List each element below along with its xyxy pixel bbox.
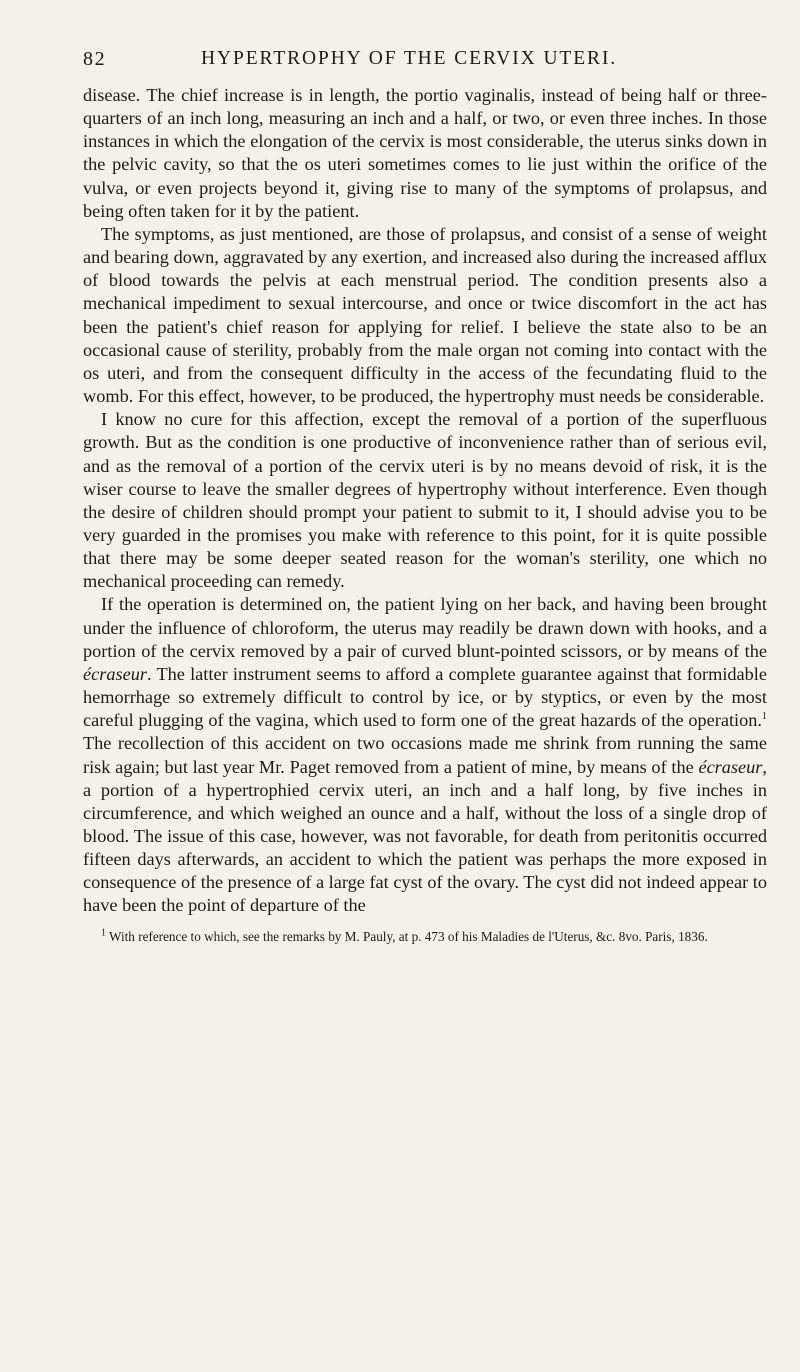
paragraph-3: I know no cure for this affection, except the removal of a portion of the superfluous growth. But as the condition is one productive of inconvenience rather than of serious evil, and as the removal of a portion of the cervix uteri is by no means devoid of risk, it is the wiser course to leave the smaller degrees of hypertrophy without interference. Even though the desire of children should prompt your patient to submit to it, I should advise you to be very guarded in the promises you make with reference to this point, for it is quite possible that there may be some deeper seated reason for the woman's sterility, one which no mechanical proceeding can remedy.: [83, 409, 767, 592]
footnote-marker: 1: [101, 927, 106, 939]
paragraph-2: The symptoms, as just mentioned, are those of prolapsus, and consist of a sense of weight and bearing down, aggravated by any exertion, and increased also during the increased afflux of blood towards the pelvis at each menstrual period. The condition presents also a mechanical impediment to sexual intercourse, and once or twice discomfort in the act has been the patient's chief reason for applying for relief. I believe the state also to be an occasional cause of sterility, probably from the male organ not coming into contact with the os uteri, and from the consequent difficulty in the access of the fecundating fluid to the womb. For this effect, however, to be produced, the hypertrophy must needs be considerable.: [83, 223, 767, 407]
footnote-text: With reference to which, see the remarks by M. Pauly, at p. 473 of his Maladies de l'Uterus, &c. 8vo. Paris, 1836.: [106, 928, 708, 944]
italic-term-ecraseur: écraseur: [83, 663, 147, 684]
paragraph-4-text-1: If the operation is determined on, the patient lying on her back, and having been brought under the influence of chloroform, the uterus may readily be drawn down with hooks, and a portion of the cervix removed by a pair of curved blunt-pointed scissors, or by means of the: [83, 594, 767, 661]
page-number: 82: [83, 48, 107, 70]
running-title: HYPERTROPHY OF THE CERVIX UTERI.: [201, 48, 618, 69]
paragraph-4-text-4: , a portion of a hypertrophied cervix uteri, an inch and a half long, by five inches in circumference, and which weighed an ounce and a half, without the loss of a single drop of blood. The issue of this case, however, was not favorable, for death from peritonitis occurred fifteen days afterwards, an accident to which the patient was perhaps the more exposed in consequence of the presence of a large fat cyst of the ovary. The cyst did not indeed appear to have been the point of departure of the: [83, 756, 767, 916]
paragraph-4-text-3: The recollection of this accident on two occasions made me shrink from running the same risk again; but last year Mr. Paget removed from a patient of mine, by means of the: [83, 733, 767, 777]
book-page: [83, 48, 767, 946]
body-text: [83, 84, 767, 918]
italic-term-ecraseur-2: écraseur: [698, 756, 763, 777]
paragraph-4-text-2: . The latter instrument seems to afford a complete guarantee against that formidable hemorrhage so extremely difficult to control by ice, or by styptics, or even by the most careful plugging of the vagina, which used to form one of the great hazards of the operation.: [83, 663, 767, 731]
page-header: [83, 48, 767, 78]
footnote: [83, 928, 767, 946]
paragraph-1: disease. The chief increase is in length, the portio vaginalis, instead of being half or three-quarters of an inch long, measuring an inch and a half, or two, or even three inches. In those instances in which the elongation of the cervix is most considerable, the uterus sinks down in the pelvic cavity, so that the os uteri sometimes comes to lie just within the orifice of the vulva, or even projects beyond it, giving rise to many of the symptoms of prolapsus, and being often taken for it by the patient.: [83, 85, 767, 221]
paragraph-4: [83, 593, 767, 917]
footnote-reference: 1: [762, 711, 767, 723]
